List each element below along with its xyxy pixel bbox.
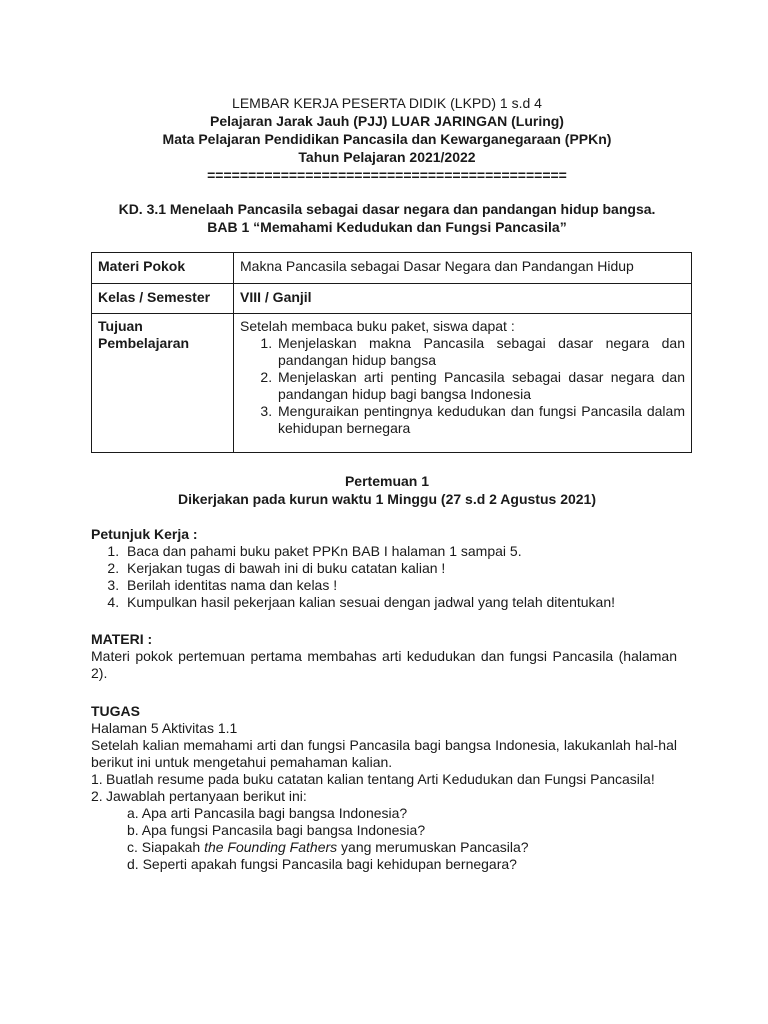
tujuan-label: Tujuan Pembelajaran — [92, 314, 234, 453]
tujuan-intro: Setelah membaca buku paket, siswa dapat : — [240, 318, 515, 334]
kelas-value: VIII / Ganjil — [234, 284, 692, 314]
list-item: 3. Menguraikan pentingnya kedudukan dan fungsi Pancasila dalam kehidupan bernegara — [276, 403, 685, 437]
question-item: d. Seperti apakah fungsi Pancasila bagi kehidupan bernegara? — [127, 856, 517, 872]
list-item: 1. Baca dan pahami buku paket PPKn BAB I halaman 1 sampai 5. — [123, 543, 677, 560]
meeting-subtitle: Dikerjakan pada kurun waktu 1 Minggu (27 s.d 2 Agustus 2021) — [177, 491, 597, 507]
question-text: c. Siapakah — [127, 839, 205, 855]
question-emphasis: the Founding Fathers — [204, 839, 338, 855]
task-text: Buatlah resume pada buku catatan kalian tentang Arti Kedudukan dan Fungsi Pancasila! — [106, 771, 655, 787]
materi-section — [91, 630, 677, 682]
list-item: 4. Kumpulkan hasil pekerjaan kalian sesuai dengan jadwal yang telah ditentukan! — [123, 594, 677, 611]
list-item: 2. Kerjakan tugas di bawah ini di buku catatan kalian ! — [123, 560, 677, 577]
header-title: LEMBAR KERJA PESERTA DIDIK (LKPD) 1 s.d 4 — [232, 95, 542, 111]
header-divider: ============================================ — [207, 167, 567, 183]
list-item: 1. Menjelaskan makna Pancasila sebagai dasar negara dan pandangan hidup bangsa — [276, 335, 685, 369]
tugas-title: TUGAS — [91, 703, 140, 719]
instructions-title: Petunjuk Kerja : — [91, 526, 198, 542]
kd-heading — [90, 200, 684, 236]
instructions-section — [91, 525, 677, 611]
meeting-heading — [90, 472, 684, 508]
tugas-intro: Setelah kalian memahami arti dan fungsi Pancasila bagi bangsa Indonesia, lakukanlah hal-hal berikut ini untuk mengetahui pemahaman kalian. — [91, 737, 677, 770]
question-item: b. Apa fungsi Pancasila bagi bangsa Indonesia? — [127, 822, 426, 838]
materi-label: Materi Pokok — [92, 253, 234, 284]
kelas-label: Kelas / Semester — [92, 284, 234, 314]
list-item — [91, 771, 677, 788]
list-item: 3. Berilah identitas nama dan kelas ! — [123, 577, 677, 594]
task-number: 2. — [91, 788, 103, 804]
question-text: yang merumuskan Pancasila? — [337, 839, 529, 855]
list-item — [91, 788, 677, 873]
kd-line-1: KD. 3.1 Menelaah Pancasila sebagai dasar negara dan pandangan hidup bangsa. — [118, 201, 656, 217]
kd-line-2: BAB 1 “Memahami Kedudukan dan Fungsi Pancasila” — [207, 219, 567, 235]
tugas-section — [91, 702, 677, 873]
materi-value: Makna Pancasila sebagai Dasar Negara dan Pandangan Hidup — [234, 253, 692, 284]
header-line-4: Tahun Pelajaran 2021/2022 — [298, 149, 476, 165]
tujuan-list — [240, 335, 685, 437]
question-list — [106, 805, 677, 873]
materi-text: Materi pokok pertemuan pertama membahas arti kedudukan dan fungsi Pancasila (halaman 2). — [91, 648, 677, 681]
question-item: a. Apa arti Pancasila bagi bangsa Indonesia? — [127, 805, 408, 821]
table-row — [92, 314, 692, 453]
document-header — [90, 94, 684, 184]
materi-title: MATERI : — [91, 631, 153, 647]
question-item — [127, 839, 677, 856]
header-line-3: Mata Pelajaran Pendidikan Pancasila dan Kewarganegaraan (PPKn) — [162, 131, 612, 147]
table-row — [92, 284, 692, 314]
tugas-list — [91, 771, 677, 873]
header-line-2: Pelajaran Jarak Jauh (PJJ) LUAR JARINGAN (Luring) — [210, 113, 564, 129]
instructions-list — [91, 543, 677, 611]
info-table — [91, 252, 692, 453]
meeting-title: Pertemuan 1 — [344, 473, 430, 489]
list-item: 2. Menjelaskan arti penting Pancasila sebagai dasar negara dan pandangan hidup bagi bangsa Indonesia — [276, 369, 685, 403]
task-text: Jawablah pertanyaan berikut ini: — [106, 788, 307, 804]
tujuan-value — [234, 314, 692, 453]
table-row — [92, 253, 692, 284]
task-number: 1. — [91, 771, 103, 787]
tugas-subtitle: Halaman 5 Aktivitas 1.1 — [91, 720, 238, 736]
